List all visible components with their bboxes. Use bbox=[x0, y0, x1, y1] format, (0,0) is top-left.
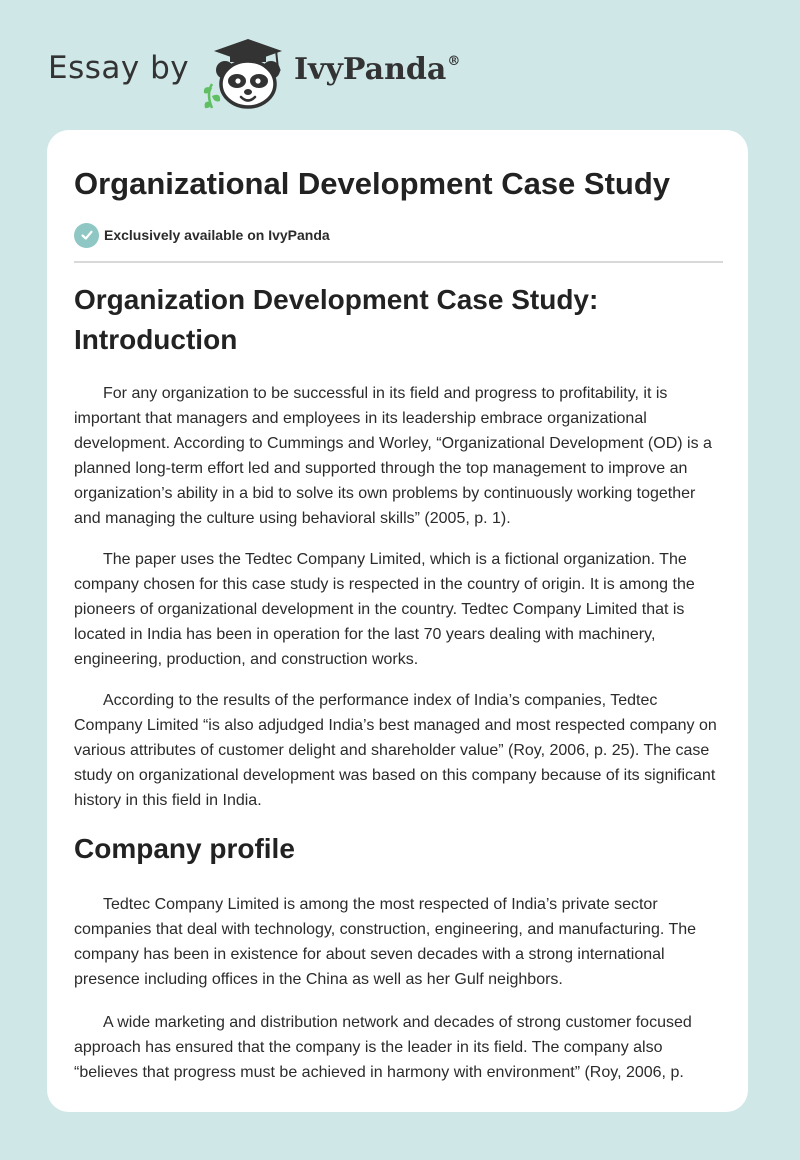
check-icon bbox=[74, 223, 99, 248]
exclusive-badge-label: Exclusively available on IvyPanda bbox=[104, 227, 330, 243]
divider bbox=[74, 261, 723, 263]
section-heading: Organization Development Case Study: Introduction bbox=[74, 284, 599, 355]
article-body bbox=[74, 280, 726, 1101]
paragraph: The paper uses the Tedtec Company Limited, which is a fictional organization. The company chosen for this case study is respected in the country of origin. It is among the pioneers of organizational development in the country. Tedtec Company Limited that is located in India has been in operation for the last 70 years dealing with machinery, engineering, production, and construction works. bbox=[74, 551, 695, 668]
essay-by-label: Essay by bbox=[48, 50, 190, 86]
brand-name-text[interactable]: IvyPanda bbox=[294, 52, 447, 87]
brand-name[interactable] bbox=[294, 52, 460, 87]
paragraph: Tedtec Company Limited is among the most respected of India’s private sector companies that deal with technology, construction, engineering, and manufacturing. The company has been in existence for about seven decades with a strong international presence including offices in the China as well as her Gulf neighbors. bbox=[74, 896, 697, 988]
essay-card bbox=[47, 130, 748, 1112]
exclusive-badge bbox=[74, 222, 330, 248]
section-heading: Company profile bbox=[74, 833, 295, 864]
paragraph: A wide marketing and distribution network and decades of strong customer focused approach has ensured that the company is the leader in its field. The company also “believes that progress must be achieved in harmony with environment” (Roy, 2006, p. bbox=[74, 1014, 692, 1081]
section-introduction bbox=[74, 280, 726, 813]
paragraph: For any organization to be successful in its field and progress to profitability, it is important that managers and employees in its leadership embrace organizational development. According to Cummings and Worley, “Organizational Development (OD) is a planned long-term effort led and supported through the top management to improve an organization’s ability in a bid to solve its own problems by continuously working together and managing the culture using behavioral skills” (2005, p. 1). bbox=[74, 385, 712, 527]
page-title: Organizational Development Case Study bbox=[74, 166, 671, 201]
site-header bbox=[0, 0, 800, 120]
paragraph: According to the results of the performance index of India’s companies, Tedtec Company Limited “is also adjudged India’s best managed and most respected company on various attributes of customer delight and shareholder value” (Roy, 2006, p. 25). The case study on organizational development was based on this company because of its significant history in this field in India. bbox=[74, 692, 717, 809]
registered-mark: ® bbox=[447, 54, 461, 69]
ivypanda-logo-icon[interactable] bbox=[202, 36, 292, 110]
section-company-profile bbox=[74, 829, 726, 1085]
